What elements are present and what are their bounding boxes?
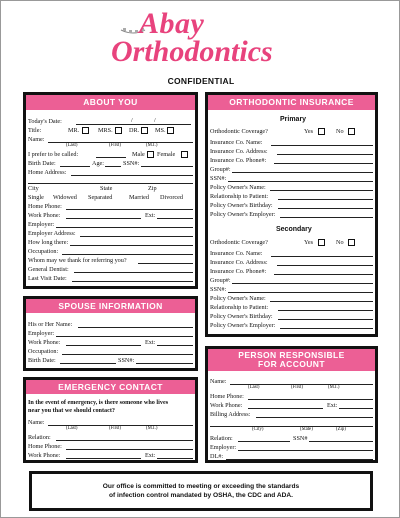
orthodontic-insurance-header: ORTHODONTIC INSURANCE <box>208 95 375 110</box>
responsible-zip-caption: (Zip) <box>336 427 346 432</box>
work-phone-label: Work Phone: <box>28 212 61 219</box>
spouse-information-header: SPOUSE INFORMATION <box>26 299 195 313</box>
prefer-field[interactable] <box>96 157 126 158</box>
first-caption: (First) <box>109 143 121 148</box>
billing-address-label: Billing Address: <box>210 411 251 418</box>
emergency-question-line2: near you that we should contact? <box>28 407 116 414</box>
emergency-name-label: Name: <box>28 419 45 426</box>
emergency-work-phone-label: Work Phone: <box>28 452 61 459</box>
city-label: City <box>28 185 39 192</box>
secondary-coverage-label: Orthodontic Coverage? <box>210 239 268 246</box>
primary-relationship-label: Relationship to Patient: <box>210 193 269 200</box>
zip-label: Zip <box>148 185 157 192</box>
home-phone-label: Home Phone: <box>28 203 62 210</box>
emergency-work-phone-field[interactable] <box>66 458 141 459</box>
marital-separated[interactable]: Separated <box>88 194 113 201</box>
home-phone-field[interactable] <box>66 209 193 210</box>
spouse-ssn-label: SSN#: <box>118 357 135 364</box>
emergency-first-caption: (First) <box>109 426 121 431</box>
responsible-work-phone-field[interactable] <box>248 408 323 409</box>
dr-checkbox[interactable] <box>141 127 148 134</box>
responsible-first-caption: (First) <box>291 385 303 390</box>
logo-word-abay: Abay <box>139 7 205 40</box>
mi-caption: (M.I.) <box>146 143 158 148</box>
spouse-information-section <box>23 296 198 371</box>
home-address-label: Home Address: <box>28 169 67 176</box>
secondary-owner-name-field[interactable] <box>270 301 373 302</box>
primary-subheading: Primary <box>280 116 307 123</box>
primary-owner-employer-field[interactable] <box>280 217 373 218</box>
primary-owner-birthday-label: Policy Owner's Birthday: <box>210 202 273 209</box>
secondary-relationship-field[interactable] <box>278 310 373 311</box>
infection-control-notice <box>29 471 373 511</box>
spouse-employer-label: Employer: <box>28 330 55 337</box>
dr-label: DR. <box>129 127 140 134</box>
occupation-field[interactable] <box>62 254 193 255</box>
primary-relationship-field[interactable] <box>278 199 373 200</box>
emergency-contact-section <box>23 377 198 463</box>
marital-widowed[interactable]: Widowed <box>53 194 77 201</box>
date-slash-1: / <box>131 117 133 124</box>
primary-owner-employer-label: Policy Owner's Employer: <box>210 211 276 218</box>
secondary-owner-birthday-label: Policy Owner's Birthday: <box>210 313 273 320</box>
secondary-owner-birthday-field[interactable] <box>278 319 373 320</box>
responsible-dl-field[interactable] <box>226 459 373 460</box>
mrs-label: MRS. <box>98 127 113 134</box>
secondary-subheading: Secondary <box>276 226 312 233</box>
about-you-header: ABOUT YOU <box>26 95 195 110</box>
confidential-label: CONFIDENTIAL <box>167 76 235 86</box>
general-dentist-field[interactable] <box>74 272 193 273</box>
secondary-co-phone-field[interactable] <box>274 274 373 275</box>
responsible-ext-label: Ext: <box>327 402 338 409</box>
primary-co-address-label: Insurance Co. Address: <box>210 148 268 155</box>
mrs-checkbox[interactable] <box>115 127 122 134</box>
marital-married[interactable]: Married <box>129 194 149 201</box>
state-label: State <box>100 185 113 192</box>
primary-yes-checkbox[interactable] <box>318 128 325 135</box>
secondary-no-checkbox[interactable] <box>348 239 355 246</box>
age-field[interactable] <box>105 166 121 167</box>
ssn-label: SSN#: <box>123 160 140 167</box>
work-phone-field[interactable] <box>66 218 141 219</box>
secondary-owner-employer-label: Policy Owner's Employer: <box>210 322 276 329</box>
employer-label: Employer: <box>28 221 55 228</box>
spouse-work-phone-label: Work Phone: <box>28 339 61 346</box>
primary-yes-label: Yes <box>304 128 314 135</box>
primary-co-name-label: Insurance Co. Name: <box>210 139 263 146</box>
last-visit-field[interactable] <box>72 281 193 282</box>
secondary-co-name-label: Insurance Co. Name: <box>210 250 263 257</box>
spouse-employer-field[interactable] <box>56 336 193 337</box>
responsible-home-phone-field[interactable] <box>248 399 373 400</box>
mr-checkbox[interactable] <box>82 127 89 134</box>
secondary-co-name-field[interactable] <box>271 256 373 257</box>
marital-divorced[interactable]: Divorced <box>160 194 184 201</box>
referral-label: Whom may we thank for referring you? <box>28 257 127 264</box>
primary-ssn-label: SSN#: <box>210 175 227 182</box>
responsible-ext-field[interactable] <box>339 408 373 409</box>
employer-field[interactable] <box>56 227 193 228</box>
notice-line1: Our office is committed to meeting or exceeding the standards <box>102 483 300 490</box>
responsible-state-caption: (State) <box>300 427 313 432</box>
responsible-employer-field[interactable] <box>238 450 373 451</box>
ext-label: Ext: <box>145 212 156 219</box>
last-visit-label: Last Visit Date: <box>28 275 67 282</box>
home-address-field-2[interactable] <box>28 183 193 184</box>
billing-address-field-2[interactable] <box>210 426 373 427</box>
secondary-co-address-label: Insurance Co. Address: <box>210 259 268 266</box>
spouse-work-phone-field[interactable] <box>66 345 141 346</box>
spouse-occupation-field[interactable] <box>62 354 193 355</box>
primary-co-address-field[interactable] <box>277 154 373 155</box>
responsible-work-phone-label: Work Phone: <box>210 402 243 409</box>
emergency-ext-label: Ext: <box>145 452 156 459</box>
primary-group-field[interactable] <box>232 172 373 173</box>
responsible-ssn-field[interactable] <box>309 441 373 442</box>
emergency-relation-field[interactable] <box>56 440 193 441</box>
about-you-section <box>23 92 198 289</box>
responsible-person-section <box>205 346 378 463</box>
notice-line2: of infection control mandated by OSHA, the CDC and ADA. <box>108 492 294 499</box>
emergency-last-caption: (Last) <box>66 426 78 431</box>
marital-single[interactable]: Single <box>28 194 44 201</box>
birth-date-label: Birth Date: <box>28 160 56 167</box>
date-slash-2: / <box>154 117 156 124</box>
male-label: Male <box>132 151 145 158</box>
age-label: Age: <box>92 160 105 167</box>
ms-label: MS. <box>155 127 166 134</box>
emergency-ext-field[interactable] <box>157 458 193 459</box>
responsible-home-phone-label: Home Phone: <box>210 393 244 400</box>
emergency-question-line1: In the event of emergency, is there someone who lives <box>28 399 169 406</box>
general-dentist-label: General Dentist: <box>28 266 69 273</box>
secondary-co-address-field[interactable] <box>277 265 373 266</box>
primary-ssn-field[interactable] <box>228 181 373 182</box>
secondary-yes-checkbox[interactable] <box>318 239 325 246</box>
emergency-home-phone-field[interactable] <box>66 449 193 450</box>
logo-word-orthodontics: Orthodontics <box>111 35 273 68</box>
emergency-mi-caption: (M.I.) <box>146 426 158 431</box>
secondary-ssn-label: SSN#: <box>210 286 227 293</box>
secondary-group-field[interactable] <box>232 283 373 284</box>
spouse-ssn-field[interactable] <box>136 363 193 364</box>
orthodontic-insurance-section <box>205 92 378 337</box>
how-long-field[interactable] <box>70 245 193 246</box>
title-label: Title: <box>28 127 42 134</box>
birth-date-field[interactable] <box>60 166 90 167</box>
ssn-field[interactable] <box>141 166 193 167</box>
secondary-ssn-field[interactable] <box>228 292 373 293</box>
female-checkbox[interactable] <box>181 151 188 158</box>
practice-logo <box>111 7 281 71</box>
secondary-owner-employer-field[interactable] <box>280 328 373 329</box>
responsible-header-line1: PERSON RESPONSIBLE <box>238 350 345 361</box>
secondary-co-phone-label: Insurance Co. Phone#: <box>210 268 267 275</box>
primary-no-label: No <box>336 128 344 135</box>
responsible-dl-label: DL#: <box>210 453 224 460</box>
spouse-ext-field[interactable] <box>157 345 193 346</box>
ms-checkbox[interactable] <box>167 127 174 134</box>
primary-owner-name-field[interactable] <box>270 190 373 191</box>
responsible-last-caption: (Last) <box>248 385 260 390</box>
how-long-label: How long there: <box>28 239 69 246</box>
employer-address-field[interactable] <box>80 236 193 237</box>
employer-address-label: Employer Address: <box>28 230 76 237</box>
secondary-yes-label: Yes <box>304 239 314 246</box>
secondary-owner-name-label: Policy Owner's Name: <box>210 295 266 302</box>
secondary-group-label: Group#: <box>210 277 231 284</box>
responsible-name-label: Name: <box>210 378 227 385</box>
primary-co-name-field[interactable] <box>271 145 373 146</box>
primary-coverage-label: Orthodontic Coverage? <box>210 128 268 135</box>
todays-date-label: Today's Date: <box>28 118 62 125</box>
primary-group-label: Group#: <box>210 166 231 173</box>
name-label: Name: <box>28 136 45 143</box>
female-label: Female <box>157 151 176 158</box>
spouse-occupation-label: Occupation: <box>28 348 59 355</box>
secondary-no-label: No <box>336 239 344 246</box>
primary-co-phone-label: Insurance Co. Phone#: <box>210 157 267 164</box>
emergency-relation-label: Relation: <box>28 434 51 441</box>
responsible-city-caption: (City) <box>252 427 264 432</box>
responsible-header-line2: FOR ACCOUNT <box>258 359 325 369</box>
spouse-name-field[interactable] <box>78 327 193 328</box>
responsible-mi-caption: (M.I.) <box>328 385 340 390</box>
emergency-home-phone-label: Home Phone: <box>28 443 62 450</box>
primary-owner-birthday-field[interactable] <box>278 208 373 209</box>
referral-field[interactable] <box>138 263 193 264</box>
primary-owner-name-label: Policy Owner's Name: <box>210 184 266 191</box>
responsible-person-header <box>208 349 375 371</box>
occupation-label: Occupation: <box>28 248 59 255</box>
primary-co-phone-field[interactable] <box>274 163 373 164</box>
responsible-ssn-label: SSN# <box>293 435 308 442</box>
spouse-name-label: His or Her Name: <box>28 321 73 328</box>
mr-label: MR. <box>68 127 80 134</box>
last-caption: (Last) <box>66 143 78 148</box>
responsible-relation-field[interactable] <box>238 441 290 442</box>
billing-address-field[interactable] <box>256 417 373 418</box>
home-address-field[interactable] <box>71 175 193 176</box>
todays-date-field[interactable] <box>76 124 191 125</box>
responsible-employer-label: Employer: <box>210 444 237 451</box>
secondary-relationship-label: Relationship to Patient: <box>210 304 269 311</box>
spouse-birth-date-label: Birth Date: <box>28 357 56 364</box>
primary-no-checkbox[interactable] <box>348 128 355 135</box>
prefer-label: I prefer to be called: <box>28 151 79 158</box>
emergency-contact-header: EMERGENCY CONTACT <box>26 380 195 394</box>
ext-field[interactable] <box>157 218 193 219</box>
responsible-relation-label: Relation: <box>210 435 233 442</box>
male-checkbox[interactable] <box>147 151 154 158</box>
spouse-ext-label: Ext: <box>145 339 156 346</box>
spouse-birth-date-field[interactable] <box>60 363 116 364</box>
